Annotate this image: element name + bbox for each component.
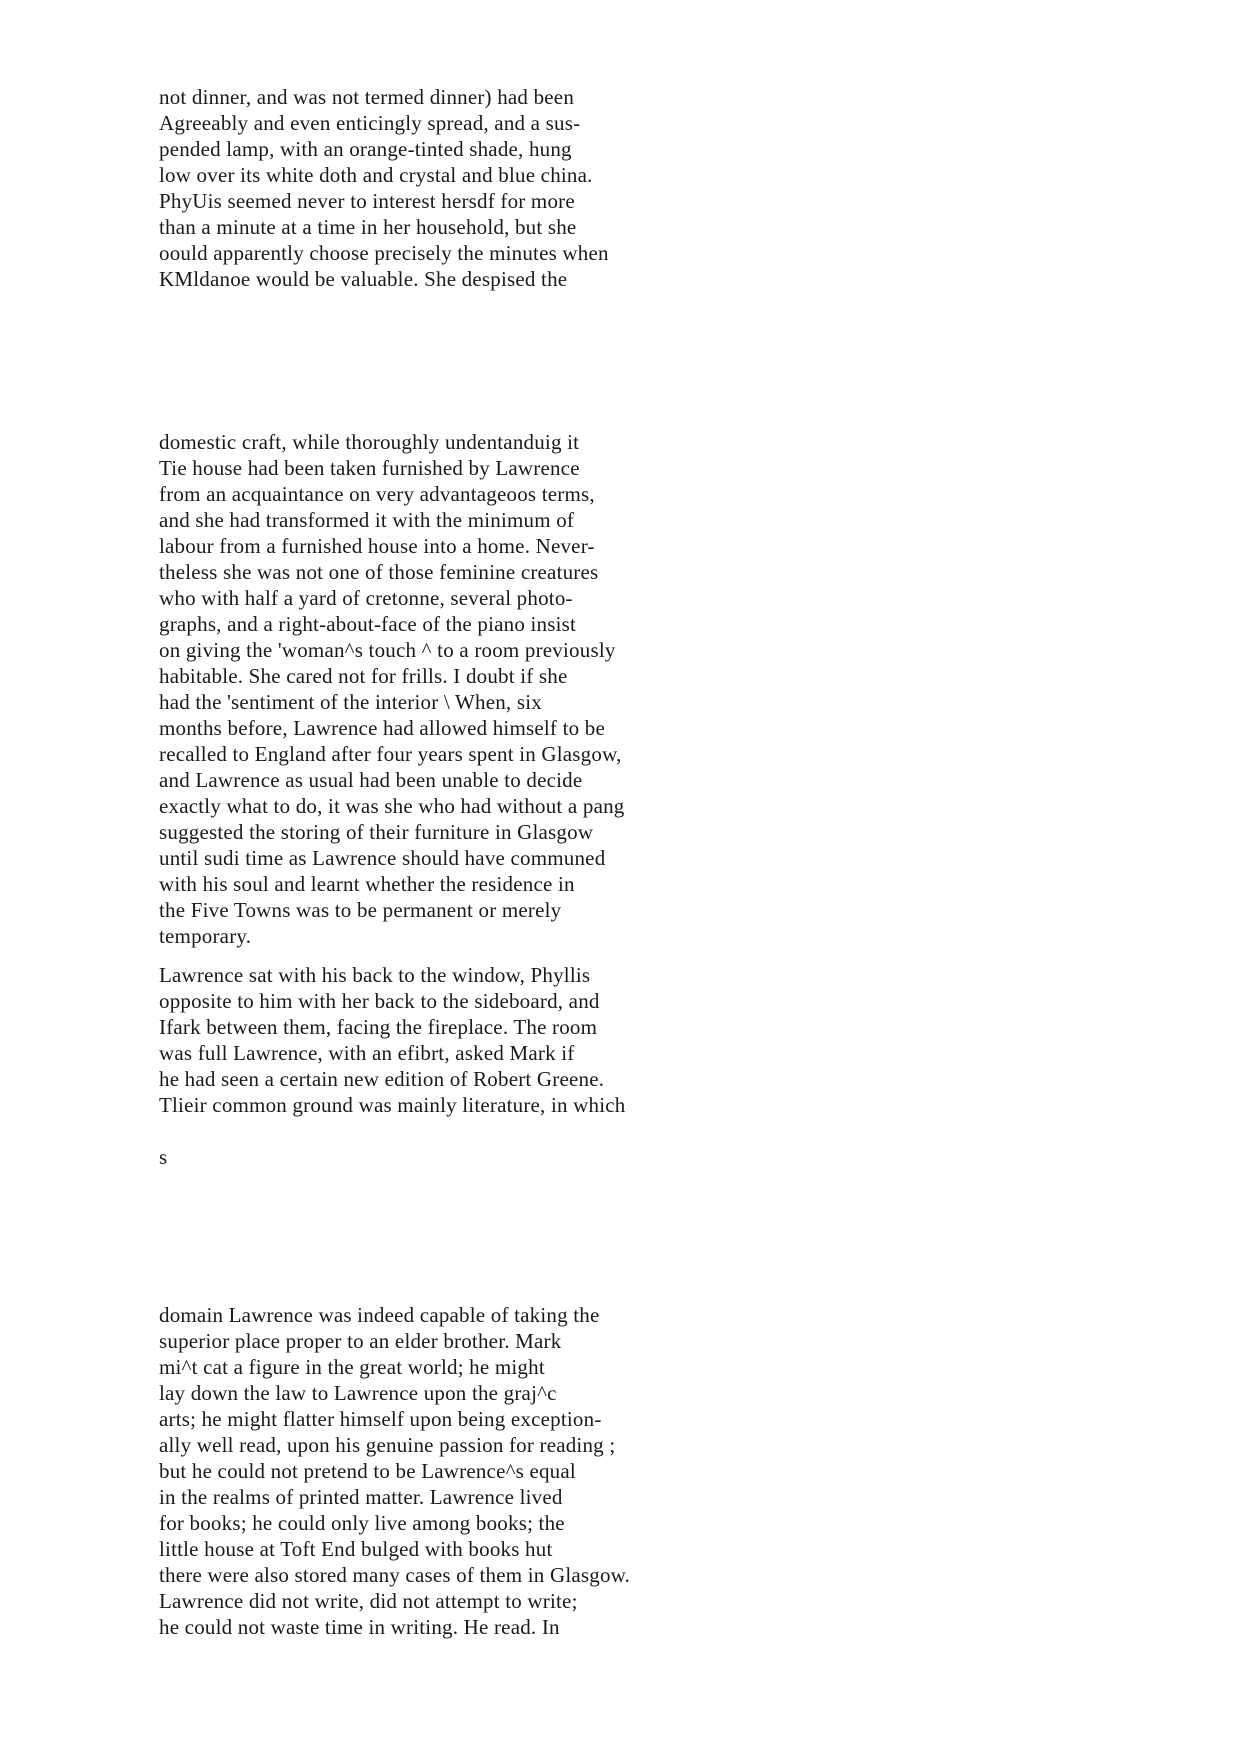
ocr-paragraph-1: not dinner, and was not termed dinner) had been Agreeably and even enticingly spread, and a sus- pended lamp, with an orange-tinted shade, hung low over its white doth and crystal and blue china. PhyUis seemed never to interest hersdf for more than a minute at a time in her household, but she oould apparently choose precisely the minutes when KMldanoe would be valuable. She despised the [159,85,609,291]
ocr-paragraph-4: domain Lawrence was indeed capable of taking the superior place proper to an elder brother. Mark mi^t cat a figure in the great world; he might lay down the law to Lawrence upon the graj^c arts; he might flatter himself upon being exception- ally well read, upon his genuine passion for reading ; but he could not pretend to be Lawrence^s equal in the realms of printed matter. Lawrence lived for books; he could only live among books; the little house at Toft End bulged with books hut there were also stored many cases of them in Glasgow. Lawrence did not write, did not attempt to write; he could not waste time in writing. He read. In [159,1303,631,1639]
ocr-paragraph-3: Lawrence sat with his back to the window, Phyllis opposite to him with her back to the sideboard, and Ifark between them, facing the fireplace. The room was full Lawrence, with an efibrt, asked Mark if he had seen a certain new edition of Robert Greene. Tlieir common ground was mainly literature, in which [159,963,626,1117]
ocr-paragraph-2: domestic craft, while thoroughly undentanduig it Tie house had been taken furnished by Lawrence from an acquaintance on very advantageoos terms, and she had transformed it with the minimum of labour from a furnished house into a home. Never- theless she was not one of those feminine creatures who with half a yard of cretonne, several photo- graphs, and a right-about-face of the piano insist on giving the 'woman^s touch ^ to a room previously habitable. She cared not for frills. I doubt if she had the 'sentiment of the interior \ When, six months before, Lawrence had allowed himself to be recalled to England after four years spent in Glasgow, and Lawrence as usual had been unable to decide exactly what to do, it was she who had without a pang suggested the storing of their furniture in Glasgow until sudi time as Lawrence should have communed with his soul and learnt whether the residence in the Five Towns was to be permanent or merely temporary. [159,430,625,948]
signature-mark: s [159,1145,168,1169]
